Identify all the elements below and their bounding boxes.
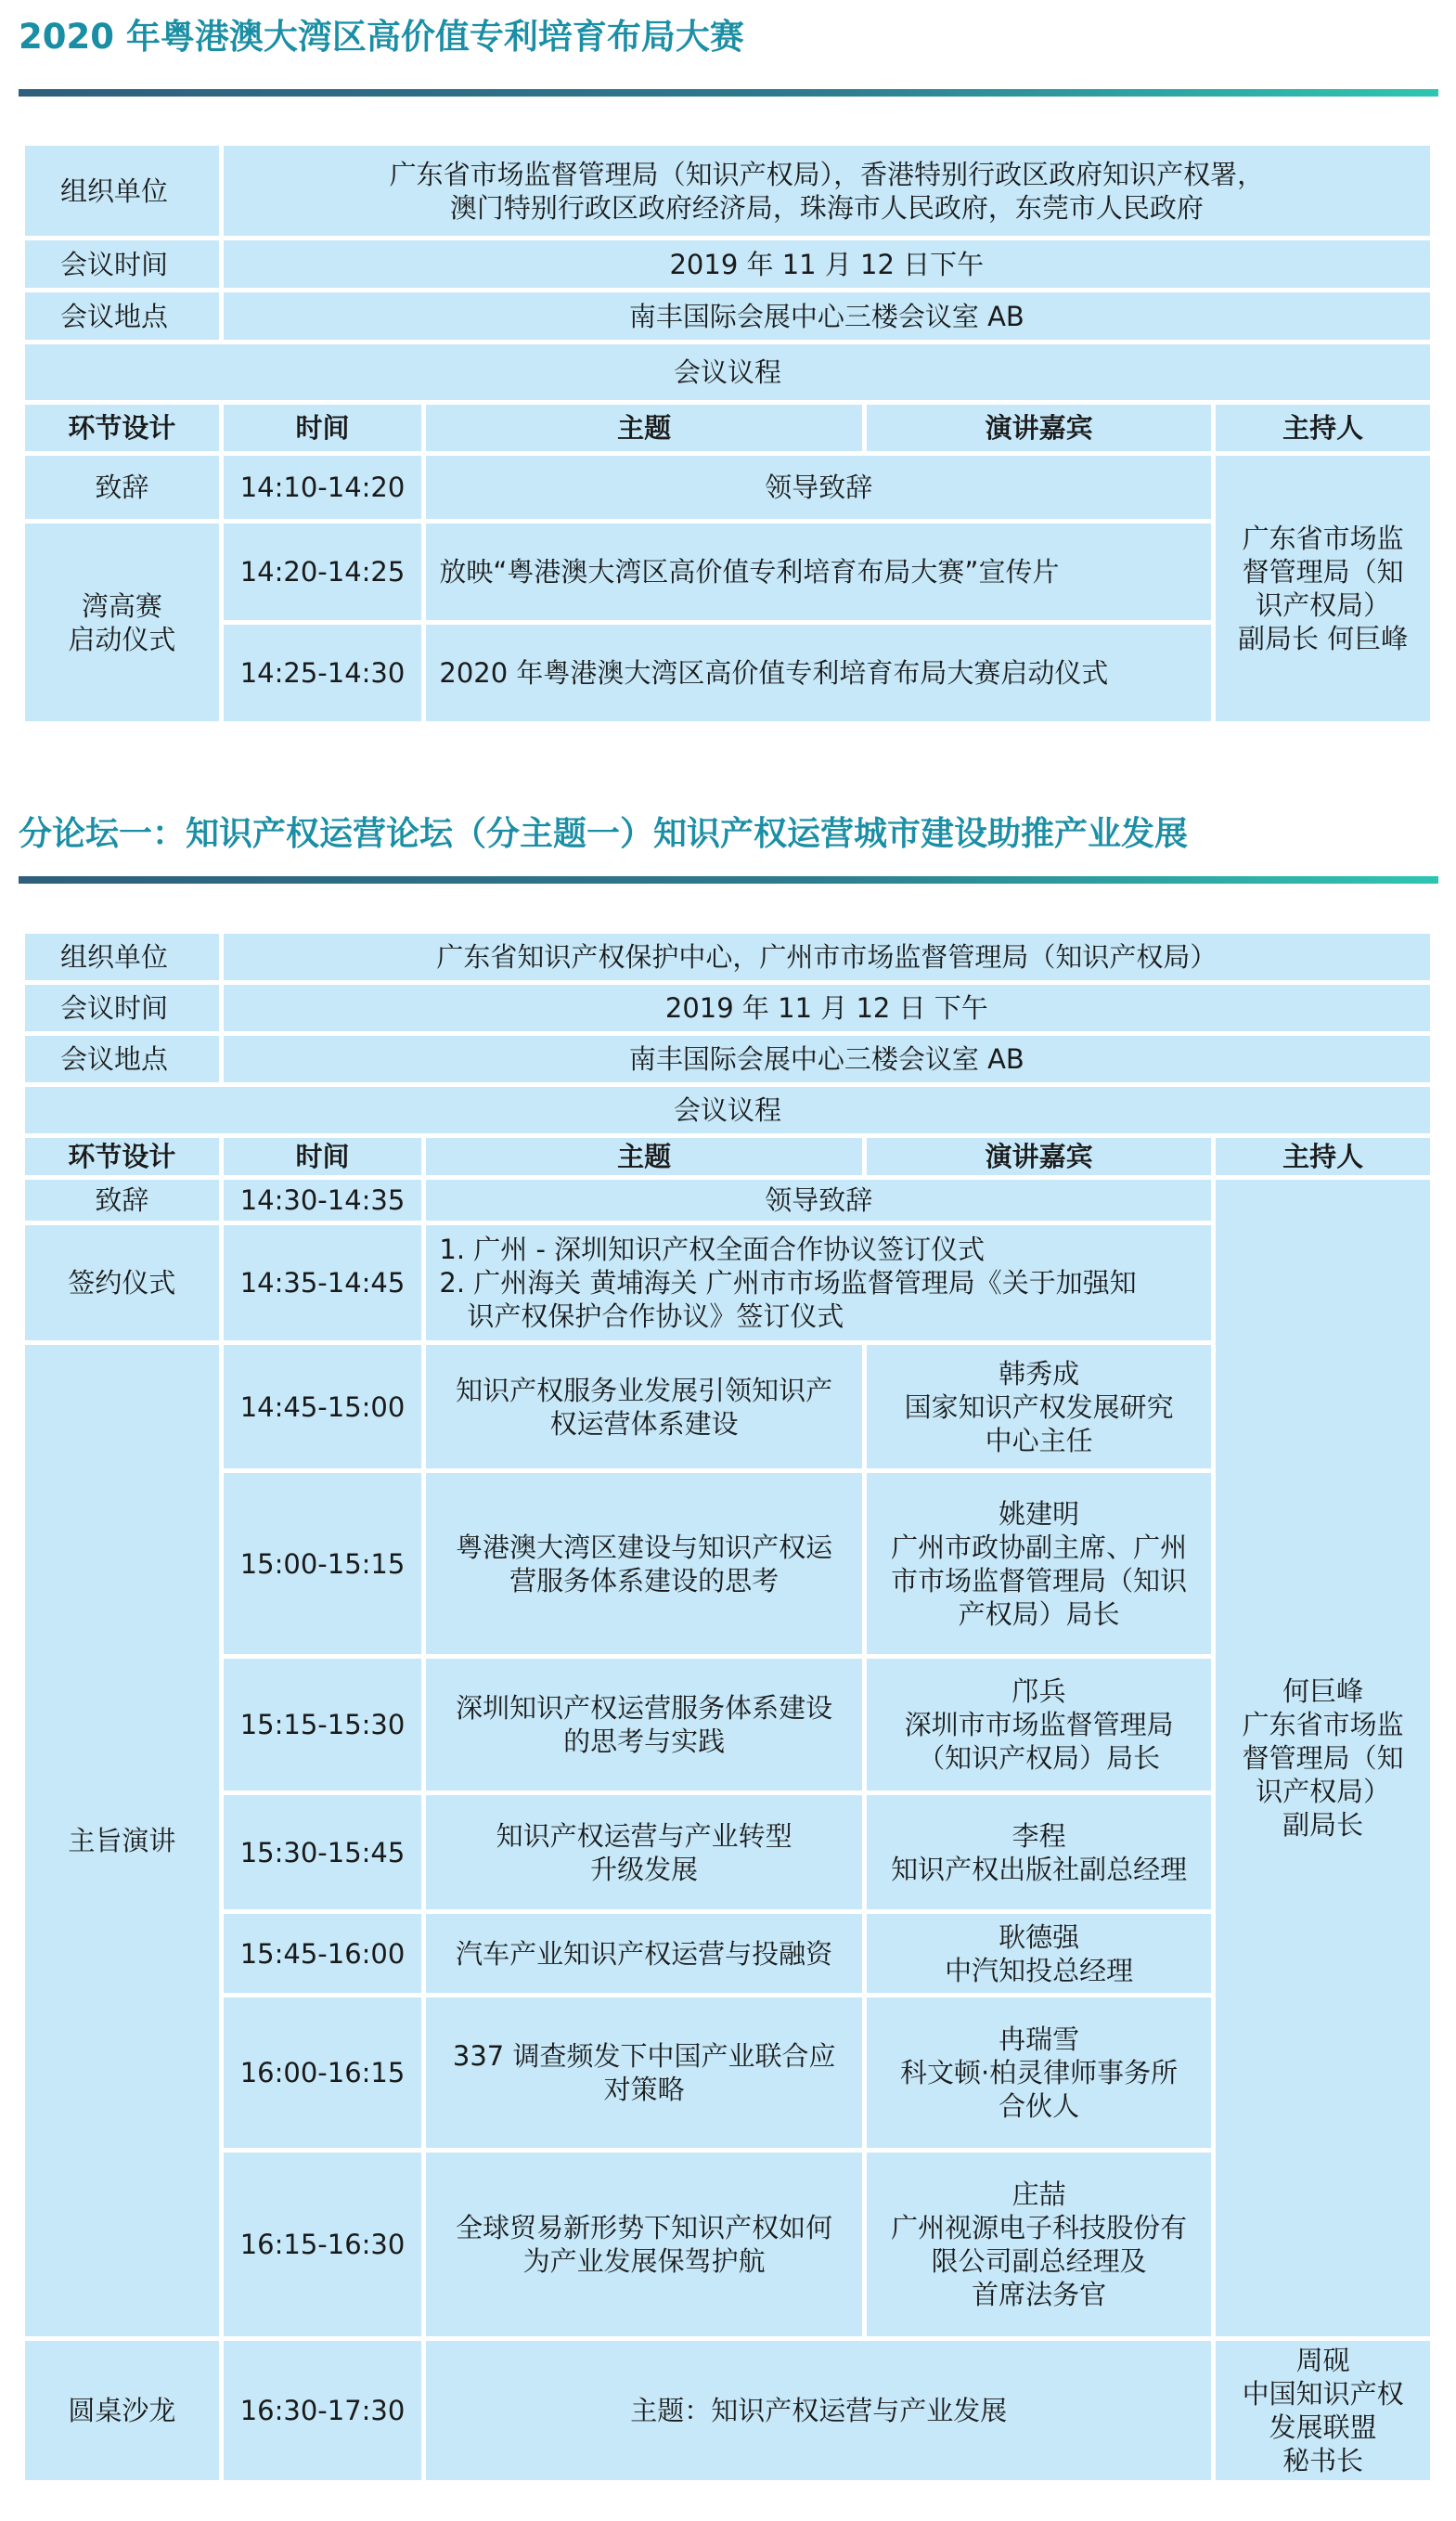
row-time: 14:35-14:45	[224, 1225, 422, 1340]
host-line: 督管理局（知	[1242, 556, 1404, 588]
row-time: 16:00-16:15	[224, 1997, 422, 2148]
host-line: 发展联盟	[1269, 2411, 1377, 2443]
time-value: 2019 年 11 月 12 日下午	[224, 240, 1430, 288]
speaker-line: 邝兵	[1011, 1675, 1066, 1707]
header-topic: 主题	[426, 405, 862, 451]
place-value: 南丰国际会展中心三楼会议室 AB	[224, 1036, 1430, 1082]
row-speaker	[867, 1997, 1211, 2148]
time-label: 会议时间	[25, 240, 219, 288]
header-time: 时间	[224, 405, 422, 451]
speaker-line: 韩秀成	[999, 1357, 1080, 1390]
row-topic	[426, 1795, 862, 1909]
topic-line: 深圳知识产权运营服务体系建设	[456, 1692, 833, 1724]
header-topic: 主题	[426, 1138, 862, 1175]
host-line: 广东省市场监	[1242, 523, 1404, 554]
speaker-line: 姚建明	[999, 1497, 1080, 1530]
speaker-line: 国家知识产权发展研究	[904, 1390, 1174, 1423]
host-line: 副局长 何巨峰	[1237, 623, 1409, 654]
time-label: 会议时间	[25, 985, 219, 1031]
topic-line: 汽车产业知识产权运营与投融资	[456, 1937, 833, 1970]
row-time: 14:10-14:20	[224, 456, 422, 519]
topic-line: 粤港澳大湾区建设与知识产权运	[456, 1531, 833, 1563]
host-cell	[1216, 1180, 1430, 2336]
row-time: 15:45-16:00	[224, 1914, 422, 1993]
row-topic: 领导致辞	[426, 456, 1211, 519]
agenda-label: 会议议程	[25, 344, 1430, 400]
row-speaker	[867, 2153, 1211, 2336]
row-topic	[426, 1659, 862, 1791]
row-topic	[426, 1225, 1211, 1340]
topic-line: 为产业发展保驾护航	[522, 2245, 766, 2277]
org-line-1: 广东省市场监督管理局（知识产权局），香港特别行政区政府知识产权署，	[389, 158, 1265, 190]
speaker-line: 广州视源电子科技股份有	[891, 2212, 1188, 2243]
speaker-line: 庄喆	[1011, 2178, 1066, 2210]
row-topic: 放映“粤港澳大湾区高价值专利培育布局大赛”宣传片	[426, 524, 1211, 620]
row-session: 圆桌沙龙	[25, 2341, 219, 2480]
topic-line: 337 调查频发下中国产业联合应	[452, 2040, 836, 2072]
row-time: 15:30-15:45	[224, 1795, 422, 1909]
row-time: 15:00-15:15	[224, 1473, 422, 1654]
row-speaker	[867, 1473, 1211, 1654]
host-line: 识产权局）	[1256, 589, 1391, 621]
topic-line: 的思考与实践	[563, 1726, 726, 1757]
topic-line: 权运营体系建设	[549, 1407, 739, 1440]
row-topic	[426, 2153, 862, 2336]
speaker-line: 产权局）局长	[958, 1597, 1120, 1630]
row-time: 14:20-14:25	[224, 524, 422, 620]
speaker-line: 首席法务官	[972, 2279, 1107, 2310]
speaker-line: 广州市政协副主席、广州	[891, 1531, 1188, 1563]
speaker-line: 市市场监督管理局（知识	[891, 1564, 1188, 1597]
host-line: 周砚	[1295, 2345, 1350, 2376]
row-time: 14:30-14:35	[224, 1180, 422, 1221]
section1-table	[20, 141, 1435, 726]
row-session	[25, 524, 219, 721]
host-line: 副局长	[1282, 1809, 1364, 1841]
place-label: 会议地点	[25, 292, 219, 340]
speaker-line: 合伙人	[999, 2090, 1080, 2122]
host-cell	[1216, 456, 1430, 721]
host-line: 广东省市场监	[1242, 1709, 1404, 1740]
row-time: 14:25-14:30	[224, 625, 422, 721]
host-line: 秘书长	[1282, 2445, 1364, 2476]
speaker-line: 耿德强	[999, 1920, 1080, 1953]
row-session: 签约仪式	[25, 1225, 219, 1340]
speaker-line: 中心主任	[985, 1424, 1093, 1456]
row-time: 16:15-16:30	[224, 2153, 422, 2336]
section2-table	[20, 929, 1435, 2485]
session-line: 湾高赛	[81, 589, 162, 622]
topic-line: 知识产权服务业发展引领知识产	[456, 1374, 833, 1406]
signing-line: 2. 广州海关 黄埔海关 广州市市场监督管理局《关于加强知	[439, 1267, 1137, 1299]
section2-divider	[19, 876, 1438, 884]
header-session: 环节设计	[25, 405, 219, 451]
header-speaker: 演讲嘉宾	[867, 1138, 1211, 1175]
speaker-line: 李程	[1011, 1819, 1066, 1852]
row-speaker	[867, 1345, 1211, 1468]
place-value: 南丰国际会展中心三楼会议室 AB	[224, 292, 1430, 340]
section2-title: 分论坛一：知识产权运营论坛（分主题一）知识产权运营城市建设助推产业发展	[19, 815, 1189, 853]
host-line: 督管理局（知	[1242, 1742, 1404, 1774]
section1-divider	[19, 89, 1438, 97]
org-line-2: 澳门特别行政区政府经济局，珠海市人民政府，东莞市人民政府	[449, 191, 1204, 224]
speaker-line: （知识产权局）局长	[918, 1742, 1161, 1774]
org-label: 组织单位	[25, 146, 219, 236]
org-value	[224, 146, 1430, 236]
header-session: 环节设计	[25, 1138, 219, 1175]
row-topic: 领导致辞	[426, 1180, 1211, 1221]
session-line: 启动仪式	[68, 623, 176, 655]
host-line: 中国知识产权	[1242, 2378, 1404, 2410]
speaker-line: 科文顿·柏灵律师事务所	[899, 2057, 1179, 2088]
row-topic	[426, 1914, 862, 1993]
header-host: 主持人	[1216, 1138, 1430, 1175]
header-host: 主持人	[1216, 405, 1430, 451]
row-time: 14:45-15:00	[224, 1345, 422, 1468]
header-time: 时间	[224, 1138, 422, 1175]
signing-line: 1. 广州 - 深圳知识产权全面合作协议签订仪式	[439, 1234, 986, 1265]
row-topic	[426, 1473, 862, 1654]
speaker-line: 知识产权出版社副总经理	[891, 1853, 1188, 1885]
row-session: 致辞	[25, 1180, 219, 1221]
topic-line: 全球贸易新形势下知识产权如何	[456, 2212, 833, 2243]
row-topic	[426, 1997, 862, 2148]
topic-line: 对策略	[603, 2074, 685, 2105]
org-value: 广东省知识产权保护中心，广州市市场监督管理局（知识产权局）	[224, 934, 1430, 980]
place-label: 会议地点	[25, 1036, 219, 1082]
agenda-label: 会议议程	[25, 1087, 1430, 1133]
speaker-line: 限公司副总经理及	[931, 2245, 1147, 2277]
roundtable-host-cell	[1216, 2341, 1430, 2480]
row-speaker	[867, 1659, 1211, 1791]
topic-line: 营服务体系建设的思考	[509, 1564, 780, 1597]
host-line: 何巨峰	[1282, 1675, 1364, 1707]
speaker-line: 冉瑞雪	[999, 2023, 1080, 2055]
time-value: 2019 年 11 月 12 日 下午	[224, 985, 1430, 1031]
row-time: 15:15-15:30	[224, 1659, 422, 1791]
row-speaker	[867, 1914, 1211, 1993]
host-line: 识产权局）	[1256, 1776, 1391, 1807]
row-session: 致辞	[25, 456, 219, 519]
row-session-keynote: 主旨演讲	[25, 1345, 219, 2336]
row-speaker	[867, 1795, 1211, 1909]
row-topic: 2020 年粤港澳大湾区高价值专利培育布局大赛启动仪式	[426, 625, 1211, 721]
signing-line: 识产权保护合作协议》签订仪式	[467, 1300, 844, 1332]
row-topic: 主题：知识产权运营与产业发展	[426, 2341, 1211, 2480]
speaker-line: 深圳市市场监督管理局	[904, 1709, 1174, 1740]
org-label: 组织单位	[25, 934, 219, 980]
speaker-line: 中汽知投总经理	[945, 1954, 1134, 1986]
topic-line: 升级发展	[590, 1853, 699, 1885]
row-topic	[426, 1345, 862, 1468]
section1-title: 2020 年粤港澳大湾区高价值专利培育布局大赛	[19, 17, 744, 57]
row-time: 16:30-17:30	[224, 2341, 422, 2480]
header-speaker: 演讲嘉宾	[867, 405, 1211, 451]
topic-line: 知识产权运营与产业转型	[496, 1819, 792, 1852]
